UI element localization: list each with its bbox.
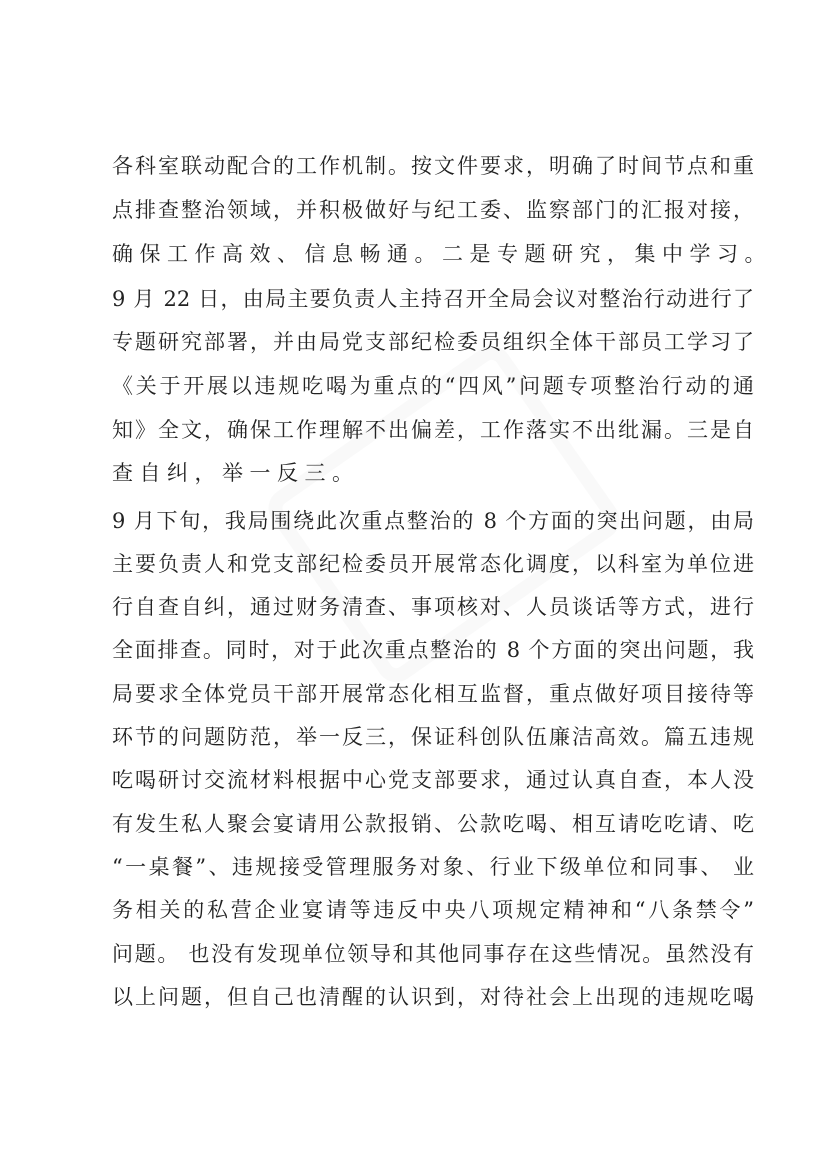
text-line: “一桌餐”、违规接受管理服务对象、行业下级单位和同事、 业 [112, 855, 754, 879]
text-line: 《关于开展以违规吃喝为重点的“四风”问题专项整治行动的通 [112, 374, 754, 398]
text-line: 有发生私人聚会宴请用公款报销、公款吃喝、相互请吃吃请、吃 [112, 812, 754, 836]
text-line: 环节的问题防范，举一反三，保证科创队伍廉洁高效。篇五违规 [112, 725, 754, 749]
text-line: 知》全文，确保工作理解不出偏差，工作落实不出纰漏。三是自 [112, 418, 754, 442]
text-line: 局要求全体党员干部开展常态化相互监督，重点做好项目接待等 [112, 682, 754, 706]
text-line: 全面排查。同时，对于此次重点整治的 8 个方面的突出问题，我 [112, 638, 754, 662]
text-line: 主要负责人和党支部纪检委员开展常态化调度，以科室为单位进 [112, 552, 754, 576]
text-line: 9 月下旬，我局围绕此次重点整治的 8 个方面的突出问题，由局 [112, 509, 754, 533]
text-line: 行自查自纠，通过财务清查、事项核对、人员谈话等方式，进行 [112, 595, 754, 619]
text-line: 务相关的私营企业宴请等违反中央八项规定精神和“八条禁令” [112, 898, 754, 922]
text-line: 吃喝研讨交流材料根据中心党支部要求，通过认真自查，本人没 [112, 768, 754, 792]
text-line: 点排查整治领域，并积极做好与纪工委、监察部门的汇报对接， [112, 198, 754, 222]
text-line: 查自纠，举一反三。 [112, 461, 360, 485]
text-line: 专题研究部署，并由局党支部纪检委员组织全体干部员工学习了 [112, 330, 754, 354]
text-line: 问题。 也没有发现单位领导和其他同事存在这些情况。虽然没有 [112, 942, 754, 966]
text-line: 各科室联动配合的工作机制。按文件要求，明确了时间节点和重 [112, 154, 754, 178]
text-line: 9 月 22 日，由局主要负责人主持召开全局会议对整治行动进行了 [112, 287, 754, 311]
text-line: 确保工作高效、信息畅通。二是专题研究，集中学习。 [112, 242, 772, 266]
text-line: 以上问题，但自己也清醒的认识到，对待社会上出现的违规吃喝 [112, 985, 754, 1009]
